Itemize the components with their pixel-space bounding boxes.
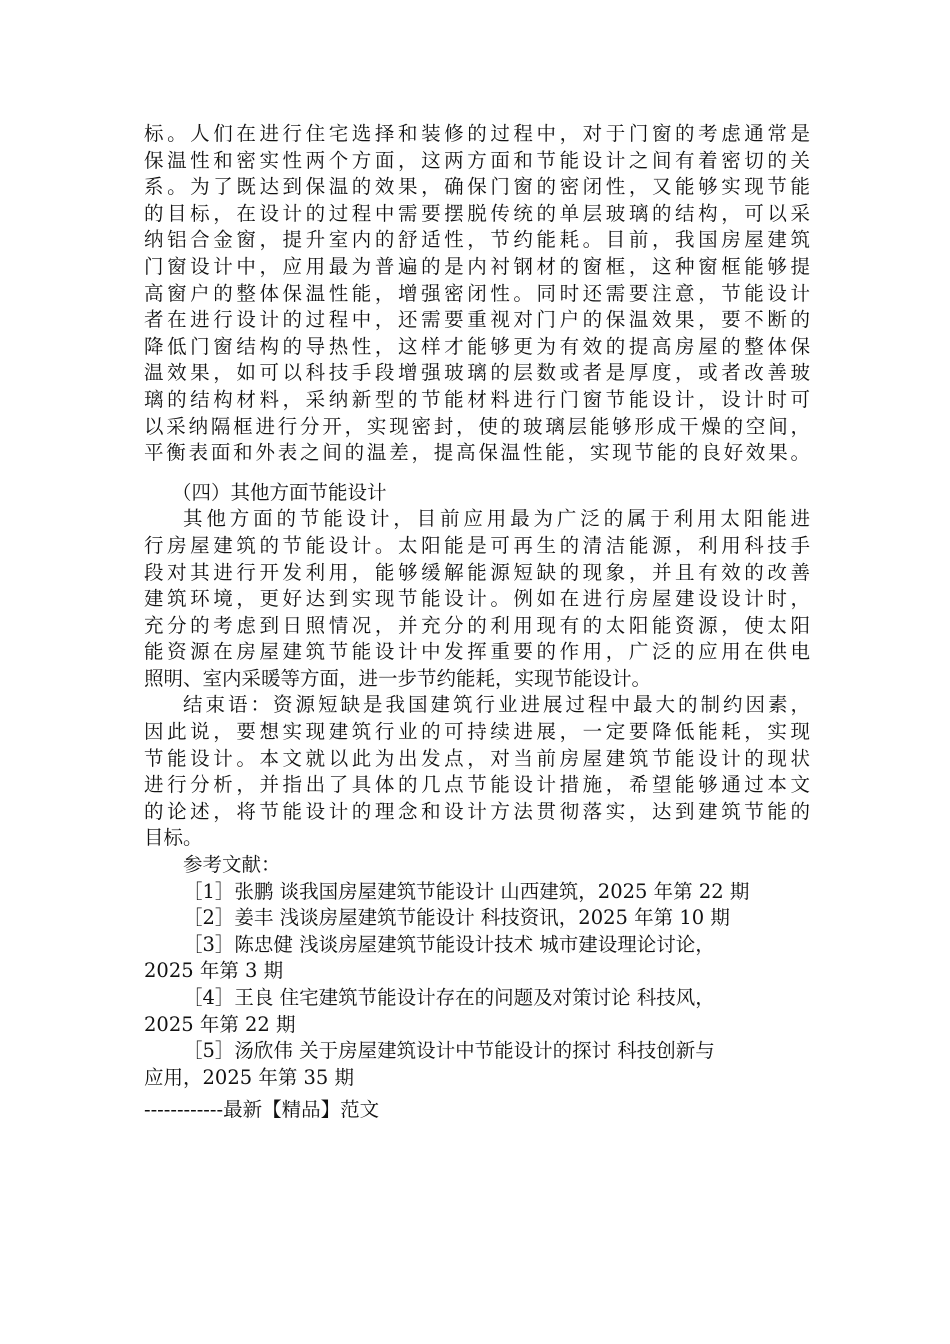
reference-item: ［2］姜丰 浅谈房屋建筑节能设计 科技资讯，2025 年第 10 期: [183, 906, 730, 930]
reference-item-continuation: 应用，2025 年第 35 期: [144, 1065, 355, 1089]
reference-item: ［5］汤欣伟 关于房屋建筑设计中节能设计的探讨 科技创新与: [183, 1039, 715, 1063]
text-line: 节能设计。本文就以此为出发点，对当前房屋建筑节能设计的现状: [144, 746, 810, 770]
text-line: 保温性和密实性两个方面，这两方面和节能设计之间有着密切的关: [144, 148, 810, 172]
footer-tagline: ------------最新【精品】范文: [144, 1098, 380, 1121]
reference-item: ［3］陈忠健 浅谈房屋建筑节能设计技术 城市建设理论讨论，: [183, 932, 715, 956]
text-line: 充分的考虑到日照情况，并充分的利用现有的太阳能资源，使太阳: [144, 613, 810, 637]
paragraph-solar-energy: [144, 506, 810, 692]
text-line: 者在进行设计的过程中，还需要重视对门户的保温效果，要不断的: [144, 308, 810, 332]
reference-item-continuation: 2025 年第 3 期: [144, 959, 284, 983]
text-line: 以采纳隔框进行分开，实现密封，使的玻璃层能够形成干燥的空间，: [144, 414, 810, 438]
text-line: 纳铝合金窗，提升室内的舒适性，节约能耗。目前，我国房屋建筑: [144, 228, 810, 252]
text-line: 高窗户的整体保温性能，增强密闭性。同时还需要注意，节能设计: [144, 281, 810, 305]
text-line: 段对其进行开发利用，能够缓解能源短缺的现象，并且有效的改善: [144, 560, 810, 584]
references-list: [144, 879, 810, 1092]
text-line: 平衡表面和外表之间的温差，提高保温性能，实现节能的良好效果。: [144, 441, 810, 465]
text-line: 因此说，要想实现建筑行业的可持续进展，一定要降低能耗，实现: [144, 720, 810, 744]
text-line: 目标。: [144, 826, 203, 850]
references-heading: 参考文献：: [183, 853, 281, 877]
text-line: 照明、室内采暖等方面，进一步节约能耗，实现节能设计。: [144, 666, 652, 690]
body-text: [144, 121, 810, 1091]
reference-item: ［4］王良 住宅建筑节能设计存在的问题及对策讨论 科技风，: [183, 986, 715, 1009]
text-line: 标。人们在进行住宅选择和装修的过程中，对于门窗的考虑通常是: [144, 122, 810, 145]
text-line: 结束语：资源短缺是我国建筑行业进展过程中最大的制约因素，: [183, 693, 810, 717]
text-line: 其他方面的节能设计，目前应用最为广泛的属于利用太阳能进: [183, 507, 810, 531]
reference-item: ［1］张鹏 谈我国房屋建筑节能设计 山西建筑，2025 年第 22 期: [183, 879, 750, 903]
text-line: 门窗设计中，应用最为普遍的是内衬钢材的窗框，这种窗框能够提: [144, 254, 810, 278]
text-line: 璃的结构材料，采纳新型的节能材料进行门窗节能设计，设计时可: [144, 387, 810, 411]
reference-item-continuation: 2025 年第 22 期: [144, 1012, 296, 1036]
text-line: 的目标，在设计的过程中需要摆脱传统的单层玻璃的结构，可以采: [144, 201, 810, 225]
text-line: 降低门窗结构的导热性，这样才能够更为有效的提高房屋的整体保: [144, 334, 810, 358]
paragraph-gap: [144, 467, 810, 480]
text-line: 建筑环境，更好达到实现节能设计。例如在进行房屋建设设计时，: [144, 587, 810, 611]
text-line: 系。为了既达到保温的效果，确保门窗的密闭性，又能够实现节能: [144, 175, 810, 199]
section-heading: （四）其他方面节能设计: [172, 480, 387, 504]
text-line: 温效果，如可以科技手段增强玻璃的层数或者是厚度，或者改善玻: [144, 361, 810, 385]
text-line: 能资源在房屋建筑节能设计中发挥重要的作用，广泛的应用在供电: [144, 640, 810, 664]
text-line: 的论述，将节能设计的理念和设计方法贯彻落实，达到建筑节能的: [144, 799, 810, 823]
text-line: 进行分析，并指出了具体的几点节能设计措施，希望能够通过本文: [144, 773, 810, 797]
text-line: 行房屋建筑的节能设计。太阳能是可再生的清洁能源，利用科技手: [144, 533, 810, 557]
paragraph-conclusion: [144, 692, 810, 852]
paragraph-door-window: [144, 121, 810, 467]
